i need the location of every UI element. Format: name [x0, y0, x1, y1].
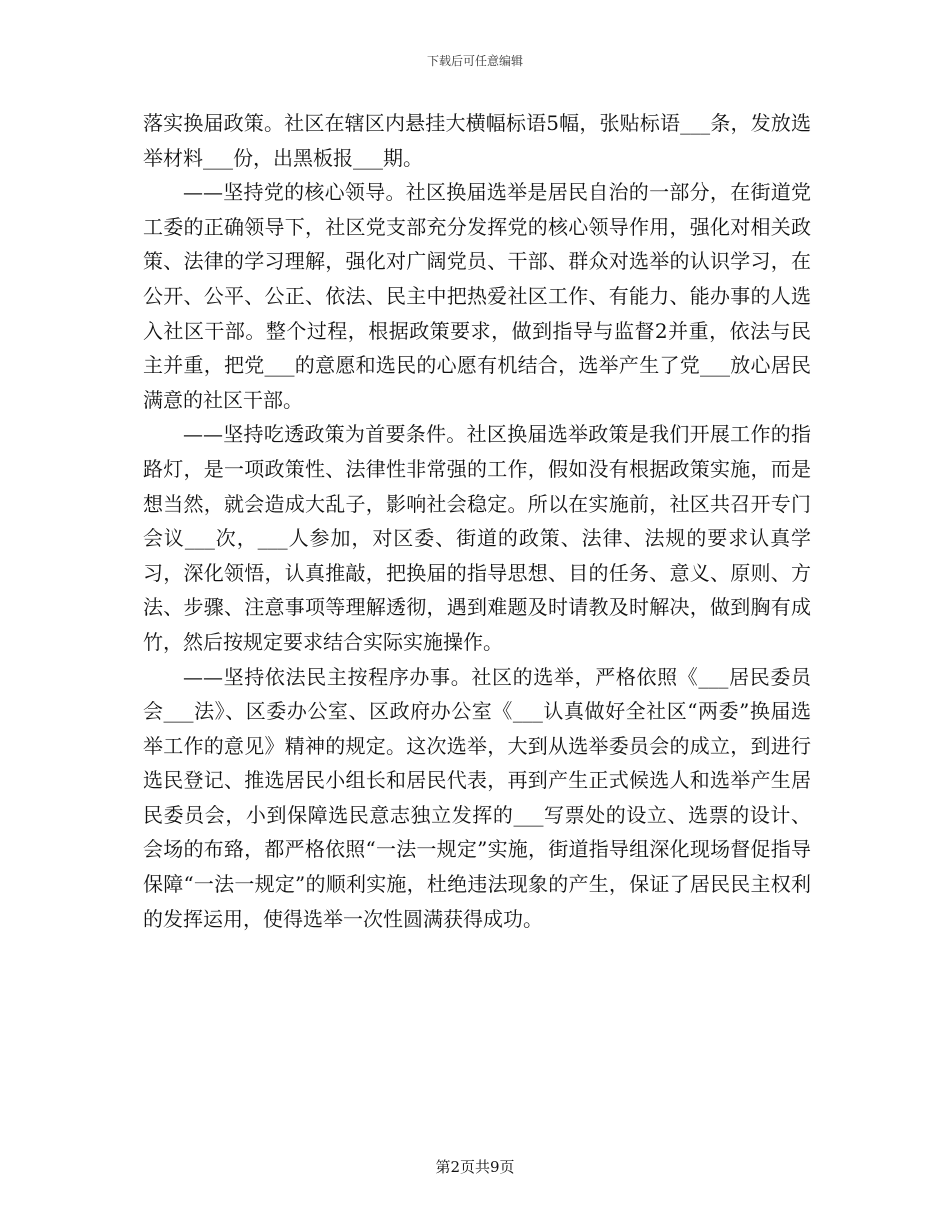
document-body: [143, 106, 811, 936]
paragraph-party-leadership: ——坚持党的核心领导。社区换届选举是居民自治的一部分，在街道党工委的正确领导下，社区党支部充分发挥党的核心领导作用，强化对相关政策、法律的学习理解，强化对广阔党员、干部、群众对选举的认识学习，在公开、公平、公正、依法、民主中把热爱社区工作、有能力、能办事的人选入社区干部。整个过程，根据政策要求，做到指导与监督2并重，依法与民主并重，把党___的意愿和选民的心愿有机结合，选举产生了党___放心居民满意的社区干部。: [143, 180, 811, 412]
paragraph-continuation: 落实换届政策。社区在辖区内悬挂大横幅标语5幅，张贴标语___条，发放选举材料___份，出黑板报___期。: [143, 111, 811, 170]
page-footer-number: 第2页共9页: [435, 1158, 515, 1176]
paragraph-lawful-procedure: ——坚持依法民主按程序办事。社区的选举，严格依照《___居民委员会___法》、区委办公室、区政府办公室《___认真做好全社区“两委”换届选举工作的意见》精神的规定。这次选举，大到从选举委员会的成立，到进行选民登记、推选居民小组长和居民代表，再到产生正式候选人和选举产生居民委员会，小到保障选民意志独立发挥的___写票处的设立、选票的设计、会场的布臵，都严格依照“一法一规定”实施，街道指导组深化现场督促指导保障“一法一规定”的顺利实施，杜绝违法现象的产生，保证了居民民主权利的发挥运用，使得选举一次性圆满获得成功。: [143, 664, 811, 931]
paragraph-policy-study: ——坚持吃透政策为首要条件。社区换届选举政策是我们开展工作的指路灯，是一项政策性、法律性非常强的工作，假如没有根据政策实施，而是想当然，就会造成大乱子，影响社会稳定。所以在实施前，社区共召开专门会议___次，___人参加，对区委、街道的政策、法律、法规的要求认真学习，深化领悟，认真推敲，把换届的指导思想、目的任务、意义、原则、方法、步骤、注意事项等理解透彻，遇到难题及时请教及时解决，做到胸有成竹，然后按规定要求结合实际实施操作。: [143, 422, 811, 654]
page-header-note: 下载后可任意编辑: [426, 54, 523, 68]
